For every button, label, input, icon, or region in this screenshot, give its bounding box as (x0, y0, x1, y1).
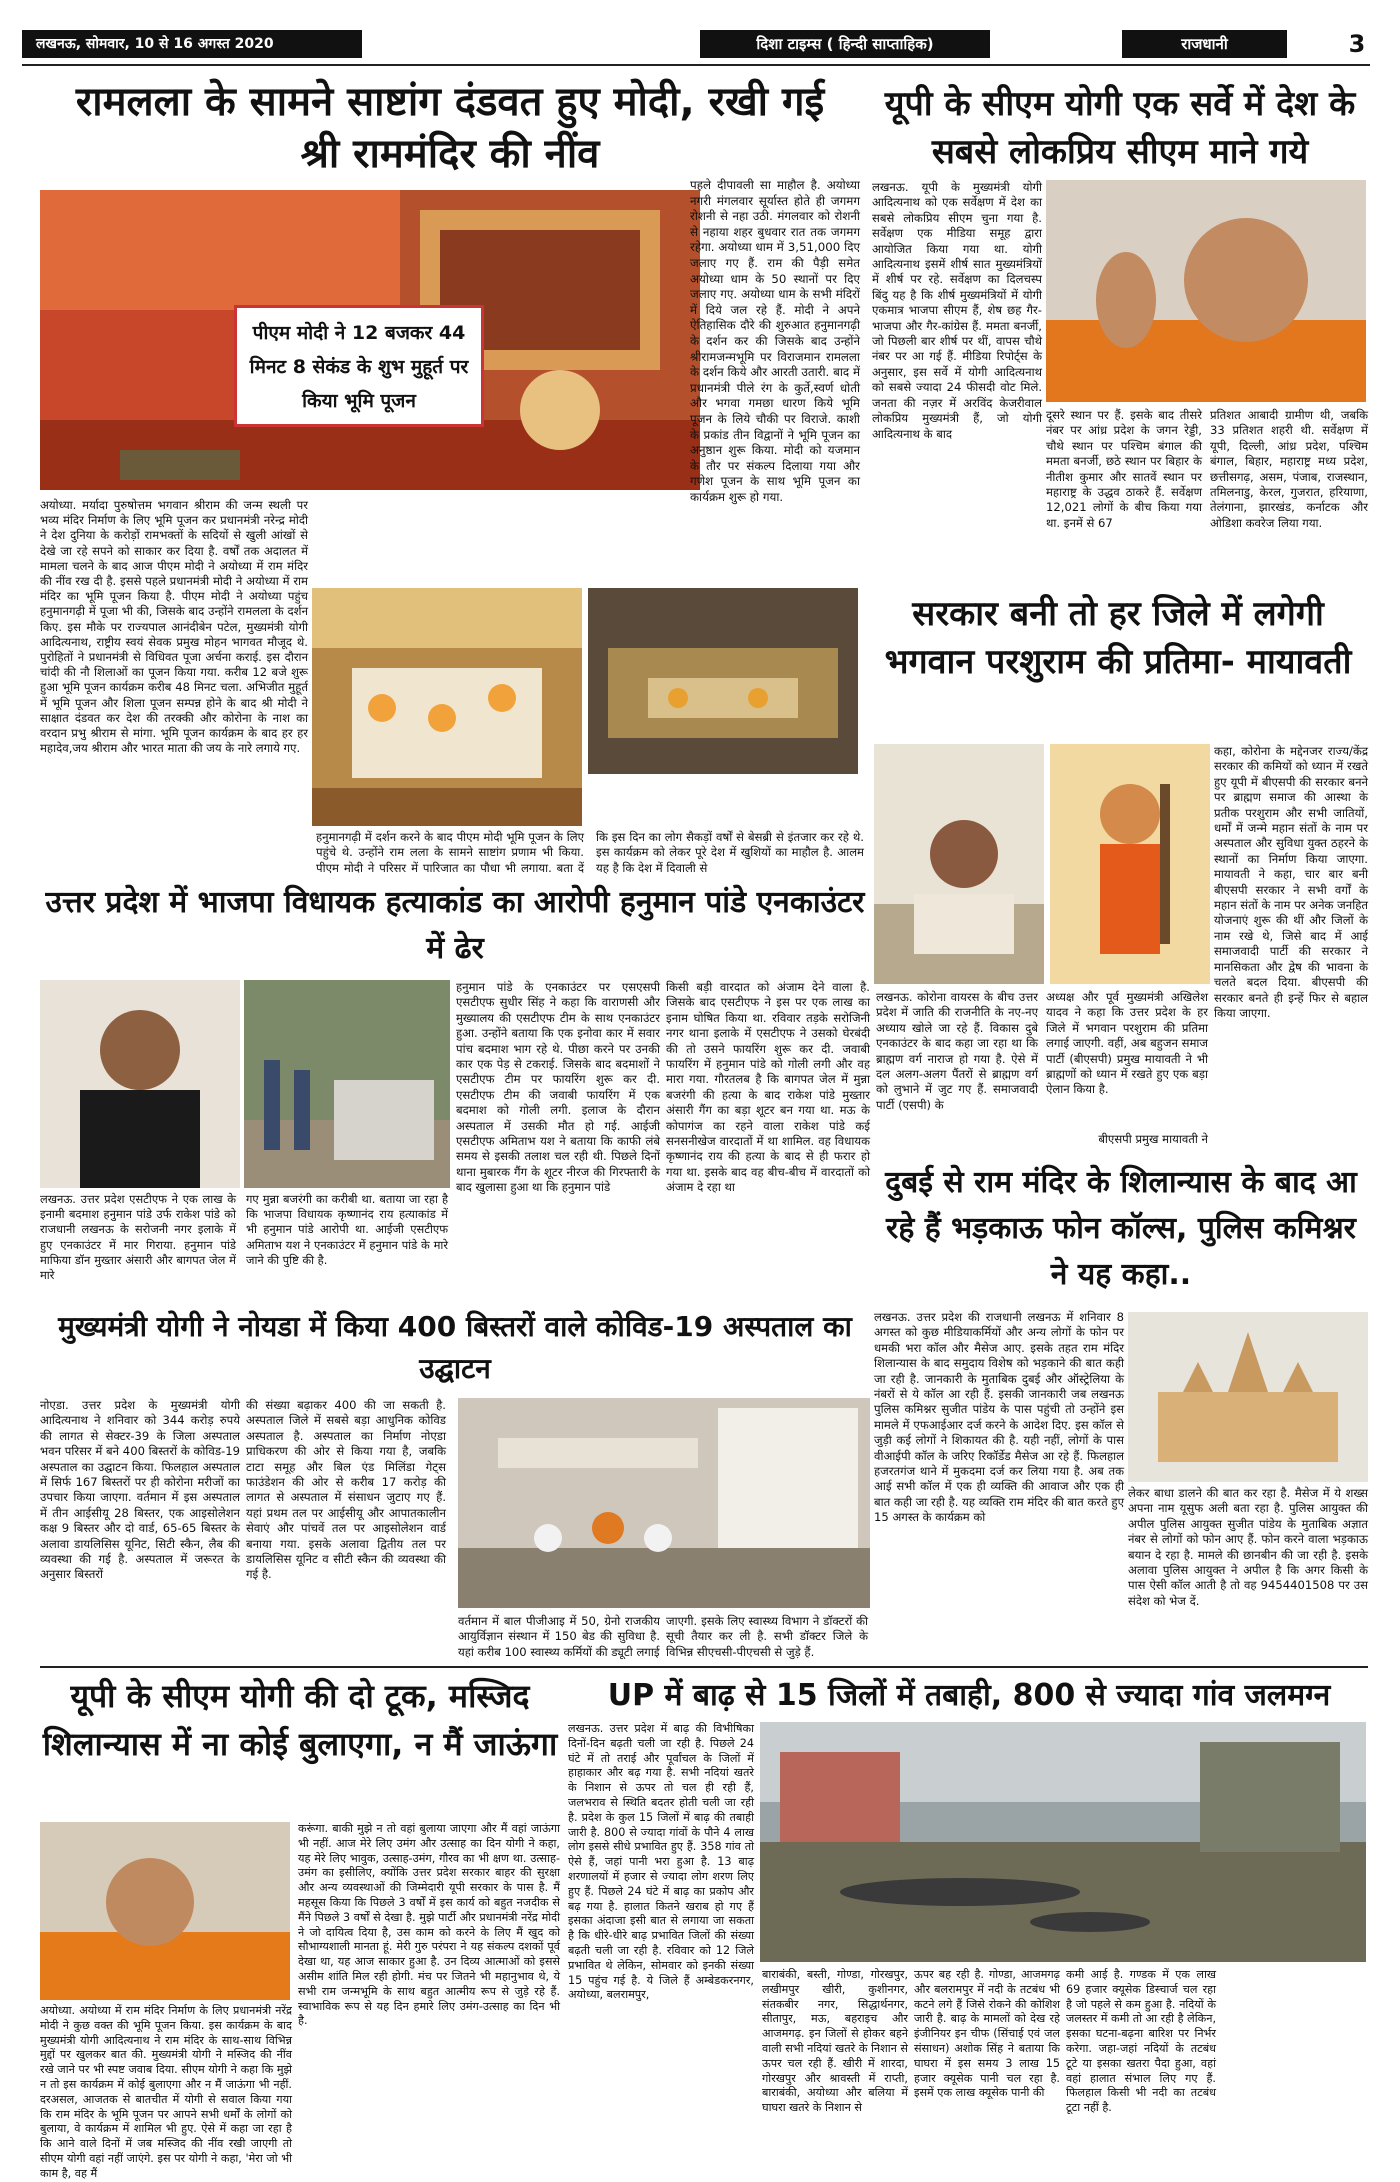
a5-photo-mandir (1128, 1312, 1368, 1482)
a6-col2: की संख्या बढ़ाकर 400 की जा सकती है. अस्पताल जिले में सबसे बड़ा आधुनिक कोविड अस्पताल है. अस्पताल का निर्माण नोएडा प्राधिकरण की ओर से किया गया है, जबकि टाटा समूह और बिल एंड मिलिंडा गेट्स फाउंडेशन की ओर से करीब 17 करोड़ की लागत से अस्पताल में संसाधन जुटाए गए हैं. यहां प्रथम तल पर आईसीयू और आपातकालीन सेवाएं और पांचवें तल पर आइसोलेशन वार्ड बनाया गया. इसके अलावा द्वितीय तल पर डायलिसिस यूनिट व सीटी स्कैन की व्यवस्था की गई है. (246, 1398, 446, 1582)
paper-name-box (700, 30, 990, 58)
a6-headline: मुख्यमंत्री योगी ने नोयडा में किया 400 बिस्तरों वाले कोविड-19 अस्पताल का उद्घाटन (58, 1310, 852, 1385)
a1-headline: रामलला के सामने साष्टांग दंडवत हुए मोदी, रखी गई श्री राममंदिर की नींव (75, 79, 825, 177)
a3-photo-parshuram (1050, 744, 1210, 984)
a6-col1: नोएडा. उत्तर प्रदेश के मुख्यमंत्री योगी आदित्यनाथ ने शनिवार को 344 करोड़ रुपये की लागत से सेक्टर-39 के जिला अस्पताल भवन परिसर में बने 400 बिस्तरों के कोविड-19 अस्पताल का उद्घाटन किया. फिलहाल अस्पताल में सिर्फ 167 बिस्तरों पर ही कोरोना मरीजों का उपचार किया जाएगा. वर्तमान में इस अस्पताल में तीन आईसीयू 28 बिस्तर, एक आइसोलेशन कक्ष 9 बिस्तर और दो वार्ड, 65-65 बिस्तर के अलावा डायलिसिस यूनिट, सिटी स्कैन, लैब की व्यवस्था की गई है. अस्पताल में जरूरत के अनुसार बिस्तरों (40, 1398, 240, 1582)
masthead-bar (22, 30, 1370, 60)
a8-col4: कमी आई है. गण्डक में एक लाख 69 हजार क्यूसेक डिस्चार्ज चल रहा है जो पहले से कम हुआ है. नदियों के जलस्तर में कमी तो आ रही है लेकिन, इसका घटना-बढ़ना बारिश पर निर्भर करेगा. जहा-जहां नदियों के तटबंध टूटे या इसका खतरा पैदा हुआ, वहां वहां हालात संभाल लिए गए हैं. फिलहाल किसी भी नदी का तटबंध टूटा नहीं है. (1066, 1968, 1216, 2115)
a3-headline: सरकार बनी तो हर जिले में लगेगी भगवान परशुराम की प्रतिमा- मायावती (884, 594, 1352, 682)
a5-col2: लेकर बाधा डालने की बात कर रहा है. मैसेज में ये शख्स अपना नाम यूसुफ अली बता रहा है. पुलिस आयुक्त की अपील पुलिस आयुक्त सुजीत पांडेय के मुताबिक अज्ञात नंबर से लोगों को फोन आए हैं. फोन करने वाला भड़काऊ बयान दे रहा है. मामले की छानबीन की जा रही है. इसके अलावा पुलिस आयुक्त ने अपील है कि अगर किसी के पास ऐसी कॉल आती है तो वह 9454401508 पर उस संदेश को भेज दें. (1128, 1486, 1368, 1608)
a5-headline: दुबई से राम मंदिर के शिलान्यास के बाद आ रहे हैं भड़काऊ फोन कॉल्स, पुलिस कमिश्नर ने यह कहा.. (885, 1165, 1357, 1292)
a8-photo-flood (760, 1722, 1366, 1962)
a7-photo-yogi (40, 1822, 290, 2000)
a1-photo-temple (588, 588, 858, 774)
a2-headline: यूपी के सीएम योगी एक सर्वे में देश के सबसे लोकप्रिय सीएम माने गये (884, 84, 1356, 172)
a4-col1: हनुमान पांडे के एनकाउंटर पर एसएसपी एसटीएफ सुधीर सिंह ने कहा कि वाराणसी और मुख्यालय की एसटीएफ टीम के साथ एनकाउंटर हुआ. उन्होंने बताया कि एक इनोवा कार में सवार पांच बदमाश भाग रहे थे. पीछा करने पर उनकी कार एक पेड़ से टकराई. जिसके बाद बदमाशों ने एसटीएफ टीम पर फायरिंग शुरू कर दी. एसटीएफ टीम की जवाबी फायरिंग में एक बदमाश को गोली लगी. इलाज के दौरान अस्पताल में उसकी मौत हो गई. आईजी एसटीएफ अमिताभ यश ने बताया कि काफी लंबे समय से इसकी तलाश चल रही थी. पिछले दिनों थाना मुबारक गैंग के शूटर नीरज की गिरफ्तारी के बाद खुलासा हुआ था कि हनुमान पांडे (456, 980, 660, 1195)
a1-col-right: पहले दीपावली सा माहौल है. अयोध्या नगरी मंगलवार सूर्यास्त होते ही जगमग रोशनी से नहा उठी. मंगलवार को रोशनी से नहाया शहर बुधवार रात तक जगमग रहेगा. अयोध्या धाम में 3,51,000 दिए जलाए गए हैं. राम की पैड़ी समेत अयोध्या धाम के 50 स्थानों पर दिए जलाए गए. अयोध्या धाम के सभी मंदिरों में दिये जल रहे हैं. मोदी ने अपने ऐतिहासिक दौरे की शुरुआत हनुमानगढ़ी के दर्शन कर की जिसके बाद उन्होंने श्रीरामजन्मभूमि पर विराजमान रामलला के दर्शन किये और आरती उतारी. बाद में प्रधानमंत्री पीले रंग के कुर्ते,स्वर्ण धोती और भगवा गमछा धारण किये भूमि पूजन के लिये चौकी पर विराजे. काशी के प्रकांड तीन विद्वानों ने भूमि पूजन का अनुष्ठान शुरू किया. मोदी को यजमान के तौर पर संकल्प दिलाया गया और गणेश पूजन के साथ भूमि पूजन का कार्यक्रम शुरू हो गया. (690, 178, 860, 504)
a6-cap1: वर्तमान में बाल पीजीआइ में 50, ग्रेनो राजकीय आयुर्विज्ञान संस्थान में 150 बेड की सुविधा है. यहां करीब 100 स्वास्थ्य कर्मियों की ड्यूटी लगाई (458, 1614, 660, 1659)
a6-cap2: जाएगी. इसके लिए स्वास्थ्य विभाग ने डॉक्टरों की सूची तैयार कर ली है. सभी डॉक्टर जिले के विभिन्न सीएचसी-पीएचसी से जुड़े हैं. (666, 1614, 868, 1659)
a2-col3: प्रतिशत आबादी ग्रामीण थी, जबकि 33 प्रतिशत शहरी थी. सर्वेक्षण में यूपी, दिल्ली, आंध्र प्रदेश, पश्चिम बंगाल, बिहार, महाराष्ट्र मध्य प्रदेश, छत्तीसगढ़, असम, पंजाब, राजस्थान, तमिलनाडु, केरल, गुजरात, हरियाणा, तेलंगाना, झारखंड, कर्नाटक और ओडिशा कवरेज लिया गया. (1210, 408, 1368, 530)
a4-cap1: लखनऊ. उत्तर प्रदेश एसटीएफ ने एक लाख के इनामी बदमाश हनुमान पांडे उर्फ राकेश पांडे को राजधानी लखनऊ के सरोजनी नगर इलाके में हुए एनकाउंटर में मार गिराया. हनुमान पांडे माफिया डॉन मुख्तार अंसारी और बागपत जेल में मारे (40, 1192, 236, 1283)
paper-name: दिशा टाइम्स ( हिन्दी साप्ताहिक) (756, 35, 934, 53)
a3-col1: लखनऊ. कोरोना वायरस के बीच उत्तर प्रदेश में जाति की राजनीति के नए-नए अध्याय खोले जा रहे हैं. विकास दुबे एनकाउंटर के बाद कहा जा रहा था कि ब्राह्मण वर्ग नाराज हो गया है. ऐसे में दल अलग-अलग पैंतरों से ब्राह्मण वर्ग को लुभाने में जुट गए हैं. समाजवादी पार्टी (एसपी) के (876, 990, 1038, 1112)
a2-photo-yogi (1046, 180, 1366, 402)
a1-body: अयोध्या. मर्यादा पुरुषोत्तम भगवान श्रीराम की जन्म स्थली पर भव्य मंदिर निर्माण के लिए भूमि पूजन कर प्रधानमंत्री नरेन्द्र मोदी ने देश दुनिया के करोड़ों रामभक्तों के सदियों से खुली आंखों से देखे जा रहे सपने को साकार कर दिया है. वर्षों तक अदालत में मामला चलने के बाद आज पीएम मोदी ने अयोध्या में राम मंदिर की नींव रख दी है. इससे पहले प्रधानमंत्री मोदी ने अयोध्या में राम मंदिर का भूमि पूजन किया है. पीएम मोदी ने अयोध्या पहुंच हनुमानगढ़ी में पूजा भी की, जिसके बाद उन्होंने रामलला के दर्शन किए. इस मौके पर राज्यपाल आनंदीबेन पटेल, मुख्यमंत्री योगी आदित्यनाथ, राष्ट्रीय स्वयं सेवक प्रमुख मोहन भागवत मौजूद थे. पुरोहितों ने प्रधानमंत्री से विधिवत पूजा अर्चना कराई. इस दौरान चांदी की नौ शिलाओं का पूजन किया गया. करीब 12 बजे शुरू हुआ भूमि पूजन कार्यक्रम करीब 48 मिनट चला. अभिजीत मुहूर्त में भूमि पूजन और शिला पूजन सम्पन्न होने के बाद श्री मोदी ने साक्षात दंडवत कर देश की तरक्की और कोरोना के नाश का वरदान प्रभु श्रीराम से मांगा. भूमि पूजन कार्यक्रम के बाद हर हर महादेव,जय श्रीराम और भारत माता की जय के नारे लगाये गए. (40, 498, 308, 756)
a5-col1: लखनऊ. उत्तर प्रदेश की राजधानी लखनऊ में शनिवार 8 अगस्त को कुछ मीडियाकर्मियों और अन्य लोगों के फोन पर धमकी भरा कॉल और मैसेज आए. इसके तहत राम मंदिर शिलान्यास के बाद समुदाय विशेष को भड़काने की बात कही जा रही है. जानकारी के मुताबिक दुबई और ऑस्ट्रेलिया के नंबरों से ये कॉल आ रही हैं. इसकी जानकारी जब लखनऊ पुलिस कमिश्नर सुजीत पांडेय के पास पहुंची तो उन्होंने इस मामले में एफआईआर दर्ज करने के आदेश दिए. इस कॉल से जुड़ी कई लोगों ने शिकायत की है. यही नहीं, लोगों के पास वीआईपी कॉल के जरिए रिकॉर्डेड मैसेज आ रहे हैं. फिलहाल हजरतगंज थाने में मुकदमा दर्ज कर लिया गया है. अब तक आई सभी कॉल में एक ही व्यक्ति की आवाज और एक ही बात कही जा रही है. यह व्यक्ति राम मंदिर की बात करते हुए 15 अगस्त के कार्यक्रम को (874, 1310, 1124, 1525)
a1-inset-box (234, 305, 484, 427)
a6-photo-inauguration (458, 1398, 870, 1608)
a2-col2: दूसरे स्थान पर हैं. इसके बाद तीसरे नंबर पर आंध्र प्रदेश के जगन रेड्डी, चौथे स्थान पर पश्चिम बंगाल की ममता बनर्जी, छठे स्थान पर बिहार के नीतीश कुमार और सातवें स्थान पर महाराष्ट्र के उद्धव ठाकरे हैं. सर्वेक्षण 12,021 लोगों के बीच किया गया था. इनमें से 67 (1046, 408, 1202, 530)
a4-photo-accused (40, 980, 240, 1188)
a3-col2: अध्यक्ष और पूर्व मुख्यमंत्री अखिलेश यादव ने कहा कि उत्तर प्रदेश के हर जिले में भगवान परशुराम की प्रतिमा लगाई जाएगी. वहीं, अब बहुजन समाज पार्टी (बीएसपी) प्रमुख मायावती ने भी ब्राह्मणों को ध्यान में रखते हुए एक बड़ा ऐलान किया है. (1046, 990, 1208, 1097)
a8-col3: ऊपर बह रही है. गोण्डा, आजमगढ़ और बलरामपुर में नदी के तटबंध भी कटने लगे हैं जिसे रोकने की कोशिश जारी है. बाढ़ के मामलों को देख रहे इंजीनियर इन चीफ (सिंचाई एवं जल संसाधन) अशोक सिंह ने बताया कि घाघरा में इस समय 3 लाख 15 हजार क्यूसेक पानी चल रहा है. इसमें एक लाख क्यूसेक पानी की (914, 1968, 1060, 2100)
a1-photo-ceremony (312, 588, 582, 826)
a7-col2: करूंगा. बाकी मुझे न तो वहां बुलाया जाएगा और मैं वहां जाऊंगा भी नहीं. आज मेरे लिए उमंग और उत्साह का दिन योगी ने कहा, यह मेरे लिए भावुक, उत्साह-उमंग, गौरव का भी क्षण था. उत्साह-उमंग का इसीलिए, क्योंकि उत्तर प्रदेश सरकार बाहर की सुरक्षा और अन्य व्यवस्थाओं की जिम्मेदारी यूपी सरकार के पास है. मैं महसूस किया कि पिछले 3 वर्षों में इस कार्य को बहुत नजदीक से मैंने पिछले 3 वर्षों से देखा है. मुझे पार्टी और प्रधानमंत्री नरेंद्र मोदी ने जो दायित्व दिया है, उस काम को करने के लिए मैं खुद को सौभाग्यशाली मानता हूं. मेरी गुरु परंपरा ने यह संकल्प दशकों पूर्व देखा था, यह आज साकार हुआ है. उन दिव्य आत्माओं को इससे असीम शांति मिल रही होगी. मंच पर जितने भी महानुभाव थे, ये सभी राम जन्मभूमि के साथ बहुत आत्मीय रूप से जुड़े रहे हैं. स्वाभाविक रूप से यह दिन हमारे लिए उमंग-उत्साह का दिन भी है. (298, 1822, 560, 2028)
a8-col2: बाराबंकी, बस्ती, गोण्डा, गोरखपुर, लखीमपुर खीरी, कुशीनगर, संतकबीर नगर, सिद्धार्थनगर, सीतापुर, मऊ, बहराइच और आजमगढ़. इन जिलों से होकर बहने वाली सभी नदियां खतरे के निशान से ऊपर चल रही हैं. खीरी में शारदा, गोरखपुर और श्रावस्ती में राप्ती, बाराबंकी, अयोध्या और बलिया में घाघरा खतरे के निशान से (762, 1968, 908, 2115)
dateline: लखनऊ, सोमवार, 10 से 16 अगस्त 2020 (36, 36, 274, 52)
a4-col2: किसी बड़ी वारदात को अंजाम देने वाला है. जिसके बाद एसटीएफ ने इस पर एक लाख का इनाम घोषित किया था. रविवार तड़के सरोजिनी नगर थाना इलाके में एसटीएफ ने उसको घेरबंदी की तो उसने फायरिंग शुरू कर दी. जवाबी फायरिंग में हनुमान पांडे को गोली लगी और वह मारा गया. गौरतलब है कि बागपत जेल में मुन्ना बजरंगी की हत्या के बाद राकेश पांडे मुख्तार अंसारी गैंग का बड़ा शूटर बन गया था. मऊ के कोपागंज का रहने वाला राकेश पांडे कई सनसनीखेज वारदातों में था शामिल. वह विधायक कृष्णानंद राय की हत्या के बाद से ही फरार हो गया था. इसके बाद वह बीच-बीच में वारदातों को अंजाम दे रहा था (666, 980, 870, 1195)
a7-headline: यूपी के सीएम योगी की दो टूक, मस्जिद शिलान्यास में ना कोई बुलाएगा, न मैं जाऊंगा (42, 1677, 558, 1763)
a2-col1: लखनऊ. यूपी के मुख्यमंत्री योगी आदित्यनाथ को एक सर्वेक्षण में देश का सबसे लोकप्रिय सीएम चुना गया है. सर्वेक्षण एक मीडिया समूह द्वारा आयोजित किया गया था. योगी आदित्यनाथ इसमें शीर्ष सात मुख्यमंत्रियों में शीर्ष पर रहे. सर्वेक्षण का दिलचस्प बिंदु यह है कि शीर्ष मुख्यमंत्रियों में योगी एकमात्र भाजपा सीएम हैं, शेष छह गैर-भाजपा और गैर-कांग्रेस हैं. ममता बनर्जी, जो पिछली बार शीर्ष पर थीं, वापस चौथे नंबर पर आ गई हैं. मीडिया रिपोर्ट्स के अनुसार, इस सर्वे में योगी आदित्यनाथ को सबसे ज्यादा 24 फीसदी वोट मिले. जनता की नज़र में अरविंद केजरीवाल लोकप्रिय मुख्यमंत्री हैं, जो योगी आदित्यनाथ के बाद (872, 180, 1042, 441)
a7-col1: अयोध्या. अयोध्या में राम मंदिर निर्माण के लिए प्रधानमंत्री नरेंद्र मोदी ने कुछ वक्त की भूमि पूजन किया. इस कार्यक्रम के बाद मुख्यमंत्री योगी आदित्यनाथ ने राम मंदिर के साथ-साथ विभिन्न मुद्दों पर खुलकर बात की. मुख्यमंत्री योगी ने मस्जिद की नींव रखे जाने पर भी स्पष्ट जवाब दिया. सीएम योगी ने कहा कि मुझे न तो इस कार्यक्रम में कोई बुलाएगा और न मैं जाऊंगा भी नहीं. दरअसल, आजतक से बातचीत में योगी से सवाल किया गया कि राम मंदिर के भूमि पूजन पर आपने सभी धर्मों के लोगों को बुलाया, वे कार्यक्रम में शामिल भी हुए. ऐसे में कहा जा रहा है कि आने वाले दिनों में जब मस्जिद की नींव रखी जाएगी तो सीएम योगी वहां नहीं जाएंगे. इस पर योगी ने कहा, 'मेरा जो भी काम है, वह मैं (40, 2004, 292, 2180)
lower-rule (40, 1666, 1368, 1668)
a4-cap2: गए मुन्ना बजरंगी का करीबी था. बताया जा रहा है कि भाजपा विधायक कृष्णानंद राय हत्याकांड में भी हनुमान पांडे आरोपी था. आईजी एसटीएफ अमिताभ यश ने एनकाउंटर में हनुमान पांडे के मारे जाने की पुष्टि की है. (246, 1192, 448, 1267)
masthead-rule (22, 64, 1370, 66)
a1-body2: हनुमानगढ़ी में दर्शन करने के बाद पीएम मोदी भूमि पूजन के लिए पहुंचे थे. उन्होंने राम लला के सामने साष्टांग प्रणाम भी किया. पीएम मोदी ने परिसर में पारिजात का पौधा भी लगाया. बता दें कि इस दिन का लोग सैकड़ों वर्षों से बेसब्री से इंतजार कर रहे थे. इस कार्यक्रम को लेकर पूरे देश में खुशियों का माहौल है. आलम यह है कि देश में दिवाली से (316, 830, 864, 875)
a3-photo-mayawati (874, 744, 1044, 984)
section-name: राजधानी (1181, 35, 1228, 53)
page-number: 3 (1348, 30, 1366, 58)
a8-col1: लखनऊ. उत्तर प्रदेश में बाढ़ की विभीषिका दिनों-दिन बढ़ती चली जा रही है. पिछले 24 घंटे में तो तराई और पूर्वांचल के जिलों में हाहाकार और बढ़ गया है. सभी नदियां खतरे के निशान से ऊपर तो चल ही रही हैं, जलभराव से स्थिति बदतर होती चली जा रही है. प्रदेश के कुल 15 जिलों में बाढ़ की तबाही जारी है. 800 से ज्यादा गांवों के पौने 4 लाख लोग इससे सीधे प्रभावित हुए हैं. 358 गांव तो ऐसे हैं, जहां पानी भरा हुआ है. 13 बाढ़ शरणालयों में हजार से ज्यादा लोग शरण लिए हुए हैं. पिछले 24 घंटे में बाढ़ का प्रकोप और बढ़ गया है. हालात कितने खराब हो गए हैं इसका अंदाजा इसी बात से लगाया जा सकता है कि धीरे-धीरे बाढ़ प्रभावित जिलों की संख्या बढ़ती चली जा रही है. रविवार को 12 जिले प्रभावित थे लेकिन, सोमवार को इनकी संख्या 15 पहुंच गई है. ये जिले हैं अम्बेडकरनगर, अयोध्या, बलरामपुर, (568, 1722, 754, 2002)
a4-headline: उत्तर प्रदेश में भाजपा विधायक हत्याकांड का आरोपी हनुमान पांडे एनकाउंटर में ढेर (45, 885, 865, 966)
a1-inset-text: पीएम मोदी ने 12 बजकर 44 मिनट 8 सेकंड के शुभ मुहूर्त पर किया भूमि पूजन (249, 322, 469, 412)
dateline-box (22, 30, 362, 58)
a3-caption: बीएसपी प्रमुख मायावती ने (1098, 1132, 1208, 1146)
a8-headline: UP में बाढ़ से 15 जिलों में तबाही, 800 से ज्यादा गांव जलमग्न (607, 1678, 1331, 1713)
a4-photo-scene (244, 980, 450, 1188)
section-box (1122, 30, 1287, 58)
a3-col-right: कहा, कोरोना के मद्देनजर राज्य/केंद्र सरकार की कमियों को ध्यान में रखते हुए यूपी में बीएसपी की सरकार बनने पर ब्राह्मण समाज की आस्था के प्रतीक परशुराम और सभी जातियों, धर्मों में जन्मे महान संतों के नाम पर अस्पताल और सुविधा युक्त ठहरने के स्थानों का निर्माण किया जाएगा. मायावती ने कहा, चार बार बनी बीएसपी सरकार ने सभी वर्गों के महान संतों के नाम पर अनेक जनहित योजनाएं शुरू की थीं और जिलों के नाम रखे थे, जिसे बाद में आई समाजवादी पार्टी की सरकार ने मानसिकता और द्वेष की भावना के चलते बदल दिया. बीएसपी की सरकार बनते ही इन्हें फिर से बहाल किया जाएगा. (1214, 744, 1368, 1020)
